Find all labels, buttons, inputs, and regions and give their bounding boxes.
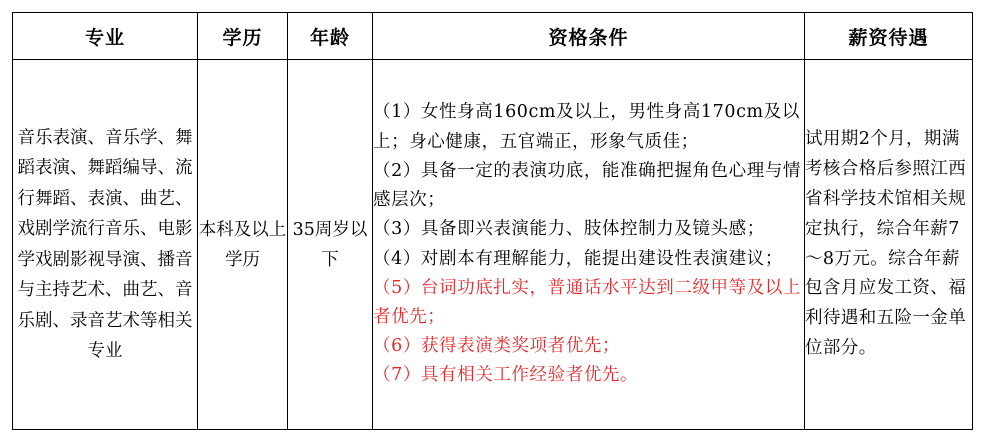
salary-cell: 试用期2个月，期满考核合格后参照江西省科学技术馆相关规定执行，综合年薪7～8万元。综合年薪包含月应发工资、福利待遇和五险一金单位部分。 (805, 60, 973, 430)
qualification-item-3: （3）具备即兴表演能力、肢体控制力及镜头感； (373, 219, 765, 240)
table-header-row (13, 13, 973, 60)
qualification-item-4: （4）对剧本有理解能力，能提出建设性表演建议； (373, 248, 783, 269)
qualifications-cell (373, 60, 805, 430)
qualification-item-6: （6）获得表演类奖项者优先； (373, 336, 621, 357)
qualification-item-2: （2）具备一定的表演功底，能准确把握角色心理与情感层次； (373, 160, 802, 211)
qualification-item-7: （7）具有相关工作经验者优先。 (373, 365, 639, 386)
header-salary: 薪资待遇 (805, 13, 973, 60)
qualification-item-5: （5）台词功底扎实，普通话水平达到二级甲等及以上者优先； (373, 277, 802, 327)
table-row (13, 60, 973, 430)
header-education: 学历 (198, 13, 288, 60)
education-cell: 本科及以上学历 (198, 60, 288, 430)
job-requirements-table (12, 12, 973, 430)
header-qualifications: 资格条件 (373, 13, 805, 60)
header-major: 专业 (13, 13, 198, 60)
age-cell: 35周岁以下 (288, 60, 373, 430)
major-cell: 音乐表演、音乐学、舞蹈表演、舞蹈编导、流行舞蹈、表演、曲艺、戏剧学流行音乐、电影学戏剧影视导演、播音与主持艺术、曲艺、音乐剧、录音艺术等相关专业 (13, 60, 198, 430)
qualification-item-1: （1）女性身高160cm及以上，男性身高170cm及以上；身心健康，五官端正，形象气质佳； (373, 102, 800, 152)
header-age: 年龄 (288, 13, 373, 60)
